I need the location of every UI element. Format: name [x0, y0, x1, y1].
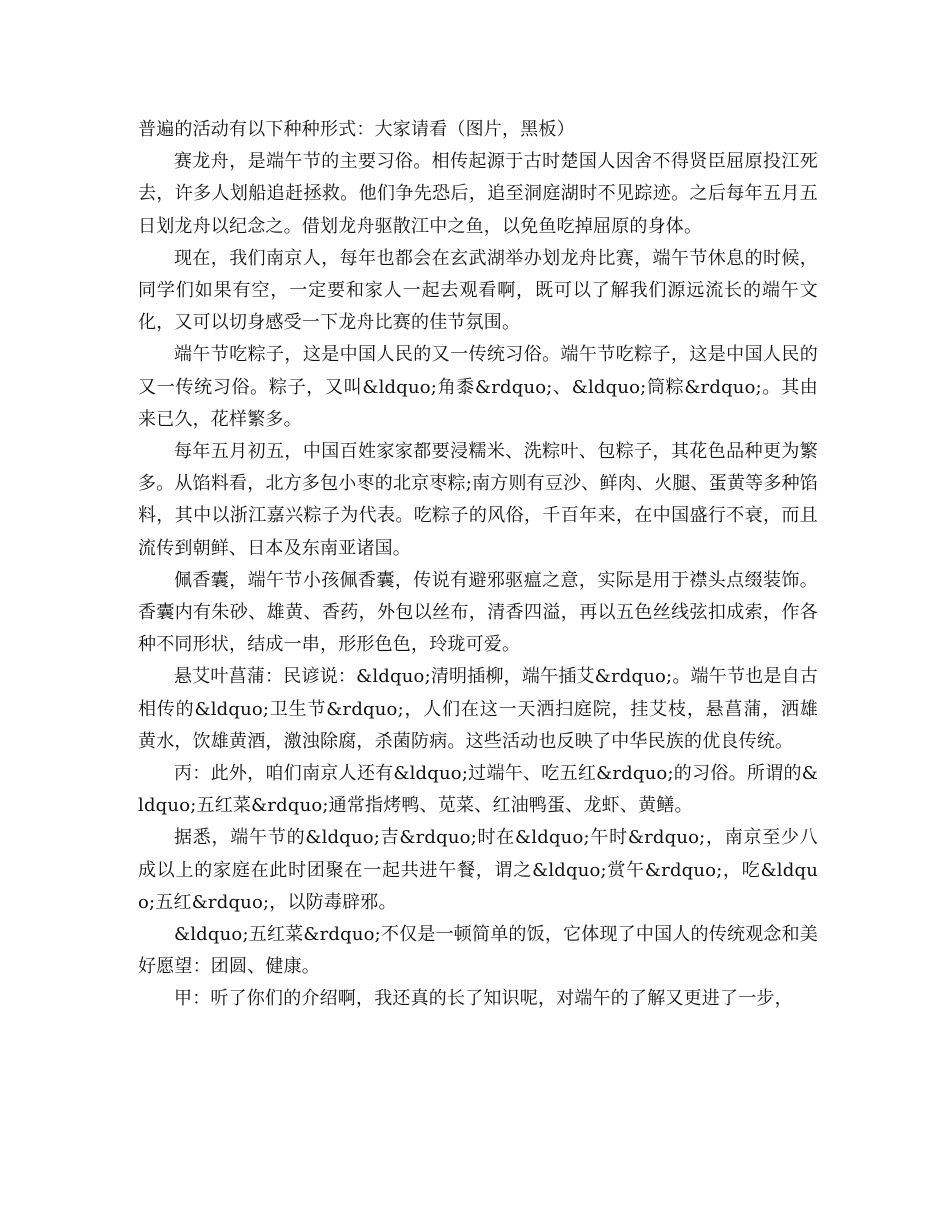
paragraph-zongzi: 端午节吃粽子，这是中国人民的又一传统习俗。端午节吃粽子，这是中国人民的又一传统习俗。粽子，又叫&ldquo;角黍&rdquo;、&ldquo;筒粽&rdquo;。其由来已久，花样繁多。 [138, 344, 818, 430]
paragraph-zongzi-fillings: 每年五月初五，中国百姓家家都要浸糯米、洗粽叶、包粽子，其花色品种更为繁多。从馅料看，北方多包小枣的北京枣粽;南方则有豆沙、鲜肉、火腿、蛋黄等多种馅料，其中以浙江嘉兴粽子为代表。吃粽子的风俗，千百年来，在中国盛行不衰，而且流传到朝鲜、日本及东南亚诸国。 [138, 441, 818, 559]
paragraph-five-red-meaning: &ldquo;五红菜&rdquo;不仅是一顿简单的饭，它体现了中国人的传统观念和美好愿望：团圆、健康。 [138, 924, 818, 978]
paragraph-sachet: 佩香囊，端午节小孩佩香囊，传说有避邪驱瘟之意，实际是用于襟头点缀装饰。香囊内有朱砂、雄黄、香药，外包以丝布，清香四溢，再以五色丝线弦扣成索，作各种不同形状，结成一串，形形色色，玲珑可爱。 [138, 569, 818, 656]
paragraph-noon-meal: 据悉，端午节的&ldquo;吉&rdquo;时在&ldquo;午时&rdquo;，南京至少八成以上的家庭在此时团聚在一起共进午餐，谓之&ldquo;赏午&rdquo;，吃&ldquo;五红&rdquo;，以防毒辟邪。 [138, 827, 818, 913]
paragraph-five-red: 丙：此外，咱们南京人还有&ldquo;过端午、吃五红&rdquo;的习俗。所谓的&ldquo;五红菜&rdquo;通常指烤鸭、苋菜、红油鸭蛋、龙虾、黄鳝。 [138, 763, 818, 817]
paragraph-intro: 普遍的活动有以下种种形式：大家请看（图片，黑板） [138, 119, 575, 140]
paragraph-closing: 甲：听了你们的介绍啊，我还真的长了知识呢，对端午的了解又更进了一步， [174, 988, 793, 1010]
paragraph-mugwort: 悬艾叶菖蒲：民谚说：&ldquo;清明插柳，端午插艾&rdquo;。端午节也是自古相传的&ldquo;卫生节&rdquo;，人们在这一天洒扫庭院，挂艾枝，悬菖蒲，洒雄黄水，饮雄黄酒，激浊除腐，杀菌防病。这些活动也反映了中华民族的优良传统。 [138, 666, 818, 752]
paragraph-nanjing-race: 现在，我们南京人，每年也都会在玄武湖举办划龙舟比赛，端午节休息的时候，同学们如果有空，一定要和家人一起去观看啊，既可以了解我们源远流长的端午文化，又可以切身感受一下龙舟比赛的佳节氛围。 [138, 247, 818, 334]
document-body [138, 114, 818, 1016]
paragraph-dragon-boat: 赛龙舟，是端午节的主要习俗。相传起源于古时楚国人因舍不得贤臣屈原投江死去，许多人划船追赶拯救。他们争先恐后，追至洞庭湖时不见踪迹。之后每年五月五日划龙舟以纪念之。借划龙舟驱散江中之鱼，以免鱼吃掉屈原的身体。 [138, 151, 818, 237]
